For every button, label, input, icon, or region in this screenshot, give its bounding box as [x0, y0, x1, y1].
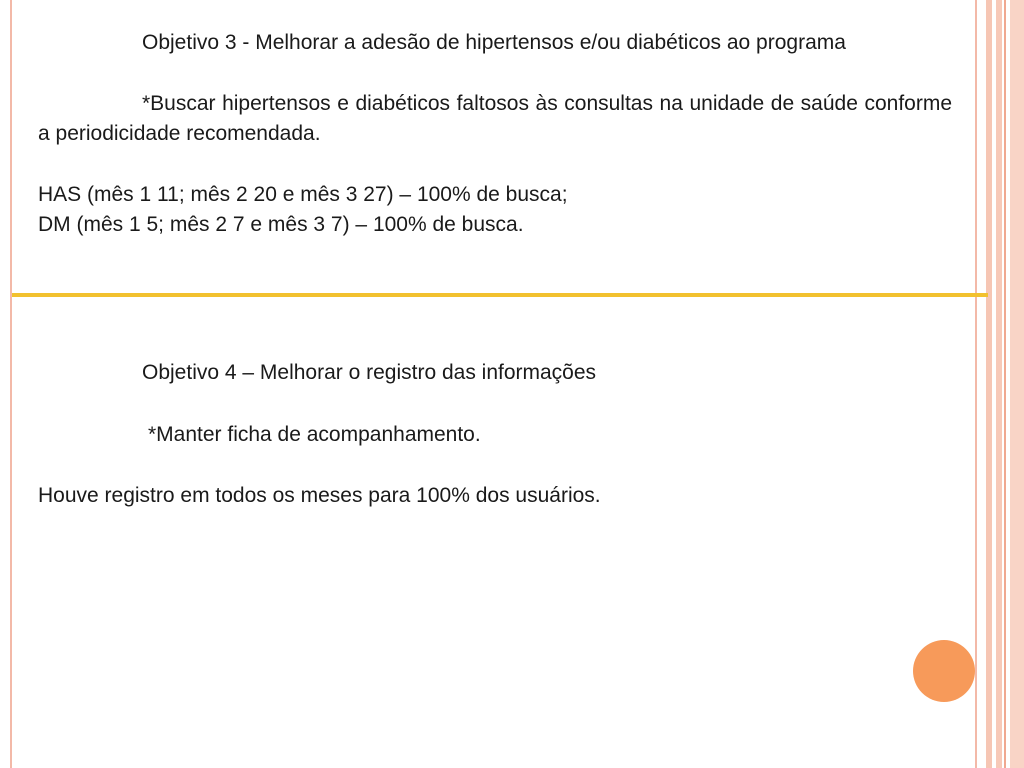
- right-stripe: [986, 0, 992, 768]
- has-result-line: HAS (mês 1 11; mês 2 20 e mês 3 27) – 100% de busca;: [38, 183, 568, 206]
- objective-3-action: *Buscar hipertensos e diabéticos faltosos às consultas na unidade de saúde conforme a periodicidade recomendada.: [38, 92, 952, 145]
- right-stripe: [1004, 0, 1006, 768]
- objective-4-result: Houve registro em todos os meses para 100% dos usuários.: [38, 484, 601, 507]
- section-divider: [12, 293, 988, 297]
- right-stripe: [1010, 0, 1024, 768]
- decorative-circle: [913, 640, 975, 702]
- right-stripe: [996, 0, 1002, 768]
- dm-result-line: DM (mês 1 5; mês 2 7 e mês 3 7) – 100% de busca.: [38, 213, 524, 236]
- left-border: [10, 0, 12, 768]
- objective-4-title: Objetivo 4 – Melhorar o registro das informações: [142, 361, 597, 384]
- objective-4-action: *Manter ficha de acompanhamento.: [148, 423, 481, 446]
- right-stripe: [975, 0, 977, 768]
- objective-3-title: Objetivo 3 - Melhorar a adesão de hipertensos e/ou diabéticos ao programa: [142, 31, 846, 54]
